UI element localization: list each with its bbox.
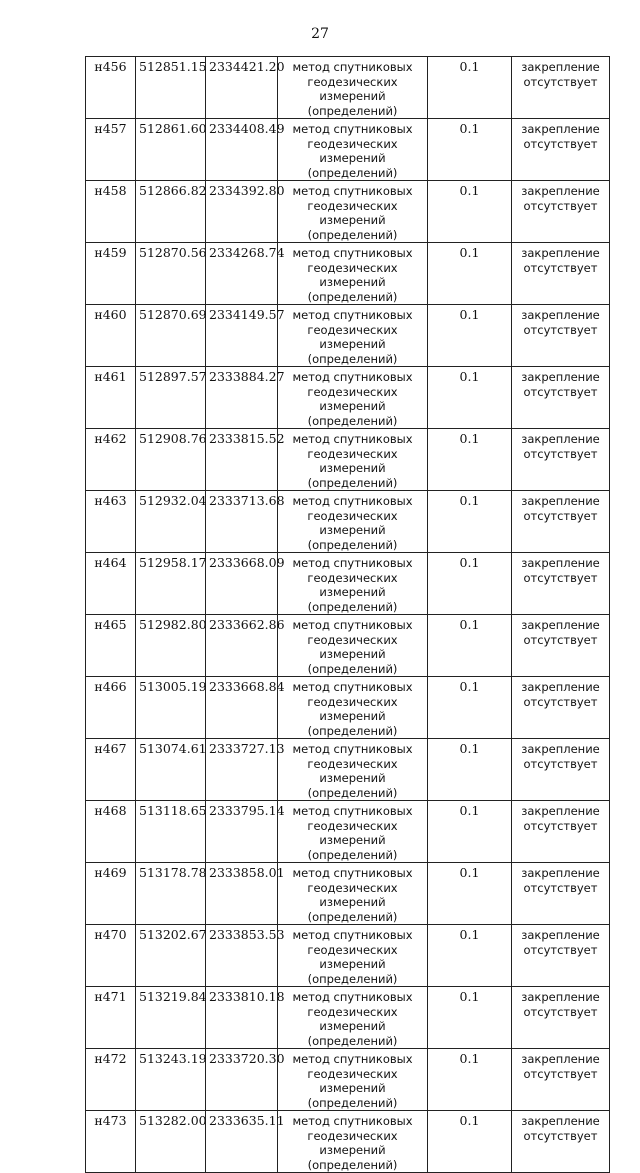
method-line: (определений) bbox=[307, 289, 398, 304]
method-cell bbox=[278, 677, 428, 739]
coordinates-table bbox=[85, 56, 610, 1173]
accuracy-cell: 0.1 bbox=[428, 553, 512, 615]
fixation-line: закрепление bbox=[521, 804, 600, 818]
fixation-line: отсутствует bbox=[523, 942, 598, 957]
method-line: метод спутниковых bbox=[292, 246, 413, 260]
method-line: (определений) bbox=[307, 909, 398, 924]
x-coordinate-cell: 512861.60 bbox=[136, 119, 206, 181]
fixation-line: закрепление bbox=[521, 866, 600, 880]
method-line: метод спутниковых bbox=[292, 742, 413, 756]
method-line: геодезических измерений bbox=[307, 260, 398, 289]
method-line: (определений) bbox=[307, 1157, 398, 1172]
fixation-line: закрепление bbox=[521, 246, 600, 260]
method-line: метод спутниковых bbox=[292, 60, 413, 74]
fixation-cell bbox=[512, 367, 610, 429]
fixation-line: отсутствует bbox=[523, 880, 598, 895]
fixation-line: закрепление bbox=[521, 308, 600, 322]
method-line: геодезических измерений bbox=[307, 1066, 398, 1095]
method-line: геодезических измерений bbox=[307, 322, 398, 351]
fixation-cell bbox=[512, 1049, 610, 1111]
fixation-line: отсутствует bbox=[523, 632, 598, 647]
method-line: (определений) bbox=[307, 103, 398, 118]
accuracy-cell: 0.1 bbox=[428, 491, 512, 553]
method-cell bbox=[278, 491, 428, 553]
method-line: (определений) bbox=[307, 227, 398, 242]
method-line: геодезических измерений bbox=[307, 1004, 398, 1033]
x-coordinate-cell: 513202.67 bbox=[136, 925, 206, 987]
point-id-cell: н466 bbox=[86, 677, 136, 739]
fixation-cell bbox=[512, 305, 610, 367]
accuracy-cell: 0.1 bbox=[428, 925, 512, 987]
table-row bbox=[86, 553, 610, 615]
x-coordinate-cell: 512866.82 bbox=[136, 181, 206, 243]
accuracy-cell: 0.1 bbox=[428, 181, 512, 243]
table-row bbox=[86, 1111, 610, 1173]
method-line: метод спутниковых bbox=[292, 122, 413, 136]
point-id-cell: н469 bbox=[86, 863, 136, 925]
x-coordinate-cell: 513005.19 bbox=[136, 677, 206, 739]
fixation-cell bbox=[512, 119, 610, 181]
fixation-line: отсутствует bbox=[523, 260, 598, 275]
fixation-line: отсутствует bbox=[523, 74, 598, 89]
fixation-cell bbox=[512, 243, 610, 305]
y-coordinate-cell: 2333853.53 bbox=[206, 925, 278, 987]
table-row bbox=[86, 987, 610, 1049]
fixation-line: отсутствует bbox=[523, 384, 598, 399]
fixation-cell bbox=[512, 863, 610, 925]
y-coordinate-cell: 2333884.27 bbox=[206, 367, 278, 429]
method-line: геодезических измерений bbox=[307, 632, 398, 661]
method-line: геодезических измерений bbox=[307, 198, 398, 227]
fixation-cell bbox=[512, 677, 610, 739]
y-coordinate-cell: 2333858.01 bbox=[206, 863, 278, 925]
table-row bbox=[86, 1049, 610, 1111]
x-coordinate-cell: 513219.84 bbox=[136, 987, 206, 1049]
accuracy-cell: 0.1 bbox=[428, 367, 512, 429]
method-line: метод спутниковых bbox=[292, 866, 413, 880]
method-cell bbox=[278, 801, 428, 863]
method-line: геодезических измерений bbox=[307, 818, 398, 847]
fixation-line: закрепление bbox=[521, 1052, 600, 1066]
fixation-line: закрепление bbox=[521, 556, 600, 570]
y-coordinate-cell: 2333795.14 bbox=[206, 801, 278, 863]
fixation-line: закрепление bbox=[521, 618, 600, 632]
method-line: геодезических измерений bbox=[307, 1128, 398, 1157]
fixation-cell bbox=[512, 1111, 610, 1173]
method-cell bbox=[278, 119, 428, 181]
method-cell bbox=[278, 553, 428, 615]
method-line: метод спутниковых bbox=[292, 184, 413, 198]
point-id-cell: н456 bbox=[86, 57, 136, 119]
method-line: метод спутниковых bbox=[292, 308, 413, 322]
accuracy-cell: 0.1 bbox=[428, 119, 512, 181]
x-coordinate-cell: 513178.78 bbox=[136, 863, 206, 925]
accuracy-cell: 0.1 bbox=[428, 987, 512, 1049]
method-line: метод спутниковых bbox=[292, 990, 413, 1004]
point-id-cell: н465 bbox=[86, 615, 136, 677]
point-id-cell: н463 bbox=[86, 491, 136, 553]
accuracy-cell: 0.1 bbox=[428, 57, 512, 119]
method-line: метод спутниковых bbox=[292, 618, 413, 632]
fixation-cell bbox=[512, 801, 610, 863]
method-line: геодезических измерений bbox=[307, 508, 398, 537]
method-line: (определений) bbox=[307, 785, 398, 800]
point-id-cell: н473 bbox=[86, 1111, 136, 1173]
fixation-line: закрепление bbox=[521, 184, 600, 198]
method-cell bbox=[278, 57, 428, 119]
fixation-line: отсутствует bbox=[523, 1066, 598, 1081]
point-id-cell: н460 bbox=[86, 305, 136, 367]
x-coordinate-cell: 512870.69 bbox=[136, 305, 206, 367]
accuracy-cell: 0.1 bbox=[428, 801, 512, 863]
x-coordinate-cell: 512958.17 bbox=[136, 553, 206, 615]
table-row bbox=[86, 491, 610, 553]
y-coordinate-cell: 2334392.80 bbox=[206, 181, 278, 243]
method-cell bbox=[278, 987, 428, 1049]
method-line: геодезических измерений bbox=[307, 570, 398, 599]
method-line: метод спутниковых bbox=[292, 1114, 413, 1128]
fixation-cell bbox=[512, 553, 610, 615]
fixation-cell bbox=[512, 181, 610, 243]
table-row bbox=[86, 863, 610, 925]
y-coordinate-cell: 2333668.09 bbox=[206, 553, 278, 615]
fixation-line: отсутствует bbox=[523, 198, 598, 213]
table-row bbox=[86, 739, 610, 801]
fixation-line: закрепление bbox=[521, 1114, 600, 1128]
method-line: геодезических измерений bbox=[307, 384, 398, 413]
x-coordinate-cell: 513282.00 bbox=[136, 1111, 206, 1173]
table-row bbox=[86, 429, 610, 491]
method-line: (определений) bbox=[307, 661, 398, 676]
x-coordinate-cell: 513118.65 bbox=[136, 801, 206, 863]
accuracy-cell: 0.1 bbox=[428, 243, 512, 305]
method-line: метод спутниковых bbox=[292, 804, 413, 818]
x-coordinate-cell: 513074.61 bbox=[136, 739, 206, 801]
point-id-cell: н457 bbox=[86, 119, 136, 181]
method-line: метод спутниковых bbox=[292, 1052, 413, 1066]
method-line: (определений) bbox=[307, 971, 398, 986]
method-line: геодезических измерений bbox=[307, 756, 398, 785]
method-line: (определений) bbox=[307, 351, 398, 366]
fixation-line: отсутствует bbox=[523, 322, 598, 337]
table-row bbox=[86, 57, 610, 119]
y-coordinate-cell: 2334421.20 bbox=[206, 57, 278, 119]
method-line: (определений) bbox=[307, 413, 398, 428]
fixation-line: закрепление bbox=[521, 494, 600, 508]
fixation-line: закрепление bbox=[521, 370, 600, 384]
table-row bbox=[86, 925, 610, 987]
fixation-cell bbox=[512, 429, 610, 491]
accuracy-cell: 0.1 bbox=[428, 1111, 512, 1173]
method-cell bbox=[278, 925, 428, 987]
point-id-cell: н470 bbox=[86, 925, 136, 987]
y-coordinate-cell: 2334149.57 bbox=[206, 305, 278, 367]
method-line: метод спутниковых bbox=[292, 494, 413, 508]
fixation-cell bbox=[512, 57, 610, 119]
method-line: (определений) bbox=[307, 723, 398, 738]
method-cell bbox=[278, 243, 428, 305]
method-line: (определений) bbox=[307, 475, 398, 490]
table-row bbox=[86, 677, 610, 739]
method-cell bbox=[278, 367, 428, 429]
table-row bbox=[86, 367, 610, 429]
fixation-line: отсутствует bbox=[523, 694, 598, 709]
x-coordinate-cell: 512897.57 bbox=[136, 367, 206, 429]
method-line: (определений) bbox=[307, 165, 398, 180]
point-id-cell: н458 bbox=[86, 181, 136, 243]
accuracy-cell: 0.1 bbox=[428, 863, 512, 925]
accuracy-cell: 0.1 bbox=[428, 677, 512, 739]
y-coordinate-cell: 2333635.11 bbox=[206, 1111, 278, 1173]
method-cell bbox=[278, 1111, 428, 1173]
x-coordinate-cell: 512851.15 bbox=[136, 57, 206, 119]
method-line: геодезических измерений bbox=[307, 74, 398, 103]
point-id-cell: н459 bbox=[86, 243, 136, 305]
method-line: геодезических измерений bbox=[307, 880, 398, 909]
method-cell bbox=[278, 739, 428, 801]
method-line: (определений) bbox=[307, 1095, 398, 1110]
method-cell bbox=[278, 429, 428, 491]
accuracy-cell: 0.1 bbox=[428, 739, 512, 801]
table-row bbox=[86, 305, 610, 367]
fixation-line: закрепление bbox=[521, 122, 600, 136]
y-coordinate-cell: 2333668.84 bbox=[206, 677, 278, 739]
fixation-line: закрепление bbox=[521, 60, 600, 74]
fixation-cell bbox=[512, 739, 610, 801]
method-line: метод спутниковых bbox=[292, 432, 413, 446]
method-line: (определений) bbox=[307, 537, 398, 552]
table-row bbox=[86, 181, 610, 243]
fixation-cell bbox=[512, 491, 610, 553]
method-line: (определений) bbox=[307, 847, 398, 862]
method-line: метод спутниковых bbox=[292, 556, 413, 570]
y-coordinate-cell: 2333810.18 bbox=[206, 987, 278, 1049]
accuracy-cell: 0.1 bbox=[428, 615, 512, 677]
fixation-line: закрепление bbox=[521, 742, 600, 756]
y-coordinate-cell: 2333720.30 bbox=[206, 1049, 278, 1111]
fixation-line: отсутствует bbox=[523, 818, 598, 833]
fixation-line: отсутствует bbox=[523, 1128, 598, 1143]
method-line: геодезических измерений bbox=[307, 136, 398, 165]
method-line: геодезических измерений bbox=[307, 942, 398, 971]
accuracy-cell: 0.1 bbox=[428, 429, 512, 491]
point-id-cell: н472 bbox=[86, 1049, 136, 1111]
method-line: метод спутниковых bbox=[292, 928, 413, 942]
x-coordinate-cell: 512908.76 bbox=[136, 429, 206, 491]
table-body bbox=[86, 57, 610, 1173]
y-coordinate-cell: 2334408.49 bbox=[206, 119, 278, 181]
point-id-cell: н464 bbox=[86, 553, 136, 615]
table-row bbox=[86, 119, 610, 181]
fixation-line: закрепление bbox=[521, 432, 600, 446]
y-coordinate-cell: 2333713.68 bbox=[206, 491, 278, 553]
table-row bbox=[86, 801, 610, 863]
x-coordinate-cell: 512982.80 bbox=[136, 615, 206, 677]
fixation-line: отсутствует bbox=[523, 446, 598, 461]
fixation-line: отсутствует bbox=[523, 136, 598, 151]
x-coordinate-cell: 512932.04 bbox=[136, 491, 206, 553]
point-id-cell: н461 bbox=[86, 367, 136, 429]
fixation-line: отсутствует bbox=[523, 508, 598, 523]
fixation-line: закрепление bbox=[521, 990, 600, 1004]
table-row bbox=[86, 615, 610, 677]
method-cell bbox=[278, 615, 428, 677]
x-coordinate-cell: 512870.56 bbox=[136, 243, 206, 305]
method-line: (определений) bbox=[307, 1033, 398, 1048]
y-coordinate-cell: 2333727.13 bbox=[206, 739, 278, 801]
y-coordinate-cell: 2333662.86 bbox=[206, 615, 278, 677]
point-id-cell: н467 bbox=[86, 739, 136, 801]
point-id-cell: н468 bbox=[86, 801, 136, 863]
fixation-cell bbox=[512, 987, 610, 1049]
method-line: (определений) bbox=[307, 599, 398, 614]
y-coordinate-cell: 2334268.74 bbox=[206, 243, 278, 305]
method-line: метод спутниковых bbox=[292, 680, 413, 694]
fixation-line: закрепление bbox=[521, 680, 600, 694]
y-coordinate-cell: 2333815.52 bbox=[206, 429, 278, 491]
method-cell bbox=[278, 305, 428, 367]
point-id-cell: н471 bbox=[86, 987, 136, 1049]
fixation-line: отсутствует bbox=[523, 756, 598, 771]
method-line: метод спутниковых bbox=[292, 370, 413, 384]
fixation-line: отсутствует bbox=[523, 570, 598, 585]
accuracy-cell: 0.1 bbox=[428, 1049, 512, 1111]
accuracy-cell: 0.1 bbox=[428, 305, 512, 367]
method-cell bbox=[278, 181, 428, 243]
method-line: геодезических измерений bbox=[307, 694, 398, 723]
table-row bbox=[86, 243, 610, 305]
method-cell bbox=[278, 863, 428, 925]
method-cell bbox=[278, 1049, 428, 1111]
fixation-cell bbox=[512, 925, 610, 987]
fixation-line: отсутствует bbox=[523, 1004, 598, 1019]
x-coordinate-cell: 513243.19 bbox=[136, 1049, 206, 1111]
page-number: 27 bbox=[311, 26, 329, 42]
fixation-line: закрепление bbox=[521, 928, 600, 942]
method-line: геодезических измерений bbox=[307, 446, 398, 475]
point-id-cell: н462 bbox=[86, 429, 136, 491]
fixation-cell bbox=[512, 615, 610, 677]
